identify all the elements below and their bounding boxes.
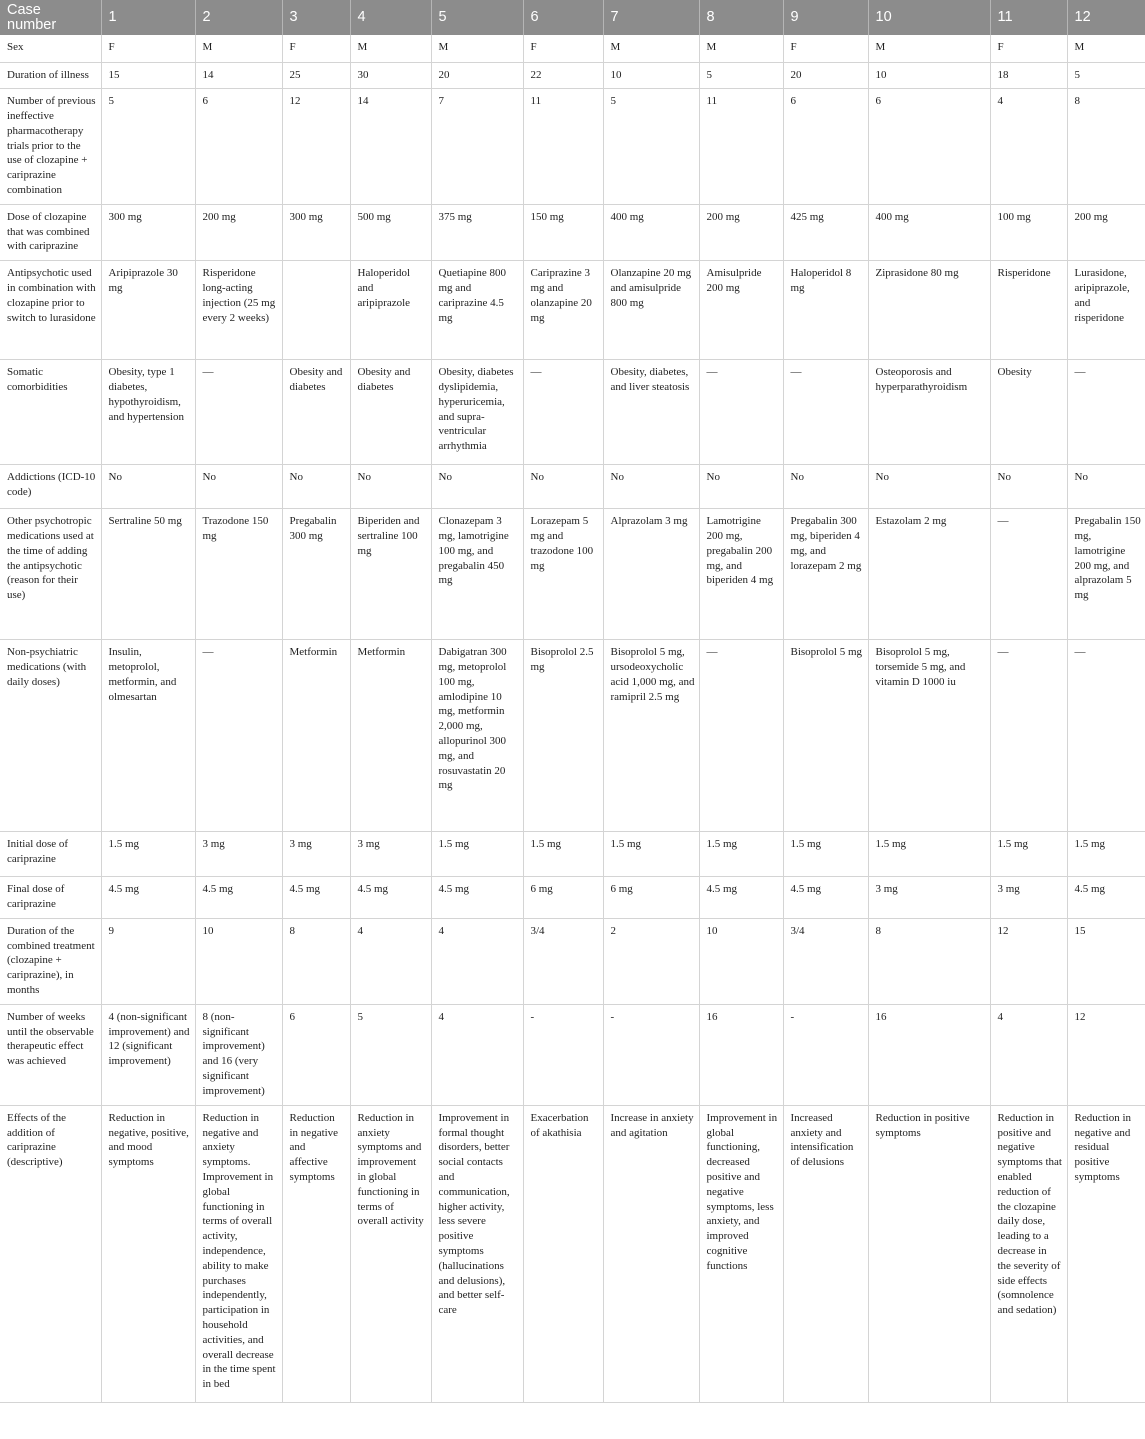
table-cell: Obesity and diabetes [282,360,350,465]
table-cell: 4 [990,1004,1067,1105]
table-cell: Increased anxiety and intensification of delusions [783,1105,868,1402]
table-cell: Clonazepam 3 mg, lamotrigine 100 mg, and pregabalin 450 mg [431,509,523,640]
table-cell: 4.5 mg [195,877,282,919]
row-label: Effects of the addition of cariprazine (descriptive) [0,1105,101,1402]
table-cell: 5 [603,89,699,205]
table-cell: 3/4 [783,918,868,1004]
table-cell: — [195,640,282,832]
table-cell: 1.5 mg [783,832,868,877]
table-row [0,465,1145,509]
table-cell: 16 [699,1004,783,1105]
table-cell: Estazolam 2 mg [868,509,990,640]
table-cell: 11 [699,89,783,205]
table-cell: 200 mg [1067,204,1145,260]
table-cell: 425 mg [783,204,868,260]
row-label: Initial dose of cariprazine [0,832,101,877]
table-cell: 8 (non-significant improvement) and 16 (very significant improvement) [195,1004,282,1105]
row-label: Non-psychiatric medications (with daily doses) [0,640,101,832]
header-case-3: 3 [282,0,350,35]
table-cell: 1.5 mg [431,832,523,877]
row-label: Other psychotropic medications used at the time of adding the antipsychotic (reason for their use) [0,509,101,640]
table-cell: No [523,465,603,509]
table-row [0,1105,1145,1402]
table-cell: Reduction in negative and anxiety symptoms. Improvement in global functioning in terms of overall activity, independence, ability to make purchases independently, participation in household activities, and overall decrease in the time spent in bed [195,1105,282,1402]
table-row [0,360,1145,465]
table-cell: 4.5 mg [350,877,431,919]
table-cell: 9 [101,918,195,1004]
table-cell: Insulin, metoprolol, metformin, and olmesartan [101,640,195,832]
table-cell: 6 mg [603,877,699,919]
table-cell: 4.5 mg [282,877,350,919]
header-case-1: 1 [101,0,195,35]
table-cell: 4 (non-significant improvement) and 12 (significant improvement) [101,1004,195,1105]
table-cell: Ziprasidone 80 mg [868,261,990,360]
table-cell: Lurasidone, aripiprazole, and risperidone [1067,261,1145,360]
table-cell: M [195,35,282,62]
header-case-number: Case number [0,0,101,35]
header-case-11: 11 [990,0,1067,35]
row-label: Number of previous ineffective pharmacotherapy trials prior to the use of clozapine + cariprazine combination [0,89,101,205]
table-header-row [0,0,1145,35]
table-cell: 20 [783,62,868,89]
row-label: Antipsychotic used in combination with clozapine prior to switch to lurasidone [0,261,101,360]
table-cell: F [783,35,868,62]
table-cell: No [603,465,699,509]
table-cell: 6 [868,89,990,205]
table-cell: — [1067,640,1145,832]
table-cell: Obesity, diabetes dyslipidemia, hyperuricemia, and supra-ventricular arrhythmia [431,360,523,465]
table-cell: 4.5 mg [101,877,195,919]
table-cell: 6 [783,89,868,205]
table-cell: 7 [431,89,523,205]
table-cell: - [603,1004,699,1105]
table-cell: Amisulpride 200 mg [699,261,783,360]
table-cell: 12 [1067,1004,1145,1105]
header-case-10: 10 [868,0,990,35]
table-cell: 4 [431,918,523,1004]
row-label: Addictions (ICD-10 code) [0,465,101,509]
table-cell: 6 [282,1004,350,1105]
row-label: Final dose of cariprazine [0,877,101,919]
table-cell: Dabigatran 300 mg, metoprolol 100 mg, amlodipine 10 mg, metformin 2,000 mg, allopurinol 300 mg, and rosuvastatin 20 mg [431,640,523,832]
header-case-2: 2 [195,0,282,35]
table-cell: Metformin [350,640,431,832]
table-cell: No [350,465,431,509]
table-cell: — [699,640,783,832]
table-cell: F [523,35,603,62]
table-cell: 400 mg [603,204,699,260]
table-cell [282,261,350,360]
table-cell: 1.5 mg [699,832,783,877]
table-cell: — [990,509,1067,640]
table-cell: 4.5 mg [431,877,523,919]
table-cell: Reduction in positive symptoms [868,1105,990,1402]
table-cell: - [783,1004,868,1105]
table-cell: 10 [603,62,699,89]
table-cell: — [699,360,783,465]
table-cell: — [990,640,1067,832]
table-cell: 12 [282,89,350,205]
table-cell: 16 [868,1004,990,1105]
table-cell: Pregabalin 150 mg, lamotrigine 200 mg, and alprazolam 5 mg [1067,509,1145,640]
table-cell: 18 [990,62,1067,89]
table-cell: 300 mg [101,204,195,260]
table-cell: 4 [990,89,1067,205]
table-cell: 200 mg [699,204,783,260]
table-row [0,89,1145,205]
table-cell: 5 [699,62,783,89]
table-body [0,35,1145,1402]
table-cell: 30 [350,62,431,89]
table-cell: 3 mg [350,832,431,877]
table-cell: 4 [350,918,431,1004]
table-cell: 4 [431,1004,523,1105]
table-cell: No [868,465,990,509]
row-label: Duration of illness [0,62,101,89]
table-cell: 3 mg [195,832,282,877]
table-cell: Exacerbation of akathisia [523,1105,603,1402]
table-row [0,204,1145,260]
table-row [0,509,1145,640]
row-label: Dose of clozapine that was combined with cariprazine [0,204,101,260]
table-cell: 8 [868,918,990,1004]
table-row [0,35,1145,62]
table-cell: 3/4 [523,918,603,1004]
table-cell: Bisoprolol 5 mg, ursodeoxycholic acid 1,000 mg, and ramipril 2.5 mg [603,640,699,832]
table-cell: 300 mg [282,204,350,260]
table-cell: No [699,465,783,509]
table-cell: 14 [350,89,431,205]
table-row [0,640,1145,832]
table-cell: 3 mg [990,877,1067,919]
table-cell: Reduction in anxiety symptoms and improvement in global functioning in terms of overall activity [350,1105,431,1402]
row-label: Sex [0,35,101,62]
header-case-5: 5 [431,0,523,35]
table-cell: 5 [350,1004,431,1105]
table-cell: F [282,35,350,62]
table-cell: 3 mg [282,832,350,877]
table-cell: Increase in anxiety and agitation [603,1105,699,1402]
table-cell: Alprazolam 3 mg [603,509,699,640]
table-cell: — [1067,360,1145,465]
table-cell: No [431,465,523,509]
table-cell: - [523,1004,603,1105]
table-cell: 20 [431,62,523,89]
table-cell: 375 mg [431,204,523,260]
table-cell: M [699,35,783,62]
table-cell: M [431,35,523,62]
table-cell: Reduction in negative, positive, and mood symptoms [101,1105,195,1402]
table-cell: Bisoprolol 5 mg, torsemide 5 mg, and vitamin D 1000 iu [868,640,990,832]
table-cell: 8 [1067,89,1145,205]
table-cell: M [1067,35,1145,62]
table-cell: Sertraline 50 mg [101,509,195,640]
table-cell: F [101,35,195,62]
row-label: Number of weeks until the observable therapeutic effect was achieved [0,1004,101,1105]
table-cell: 6 [195,89,282,205]
table-cell: 4.5 mg [699,877,783,919]
table-cell: Improvement in formal thought disorders, better social contacts and communication, higher activity, less severe positive symptoms (hallucinations and delusions), and better self-care [431,1105,523,1402]
table-cell: — [195,360,282,465]
table-cell: No [282,465,350,509]
table-row [0,261,1145,360]
header-case-6: 6 [523,0,603,35]
header-case-12: 12 [1067,0,1145,35]
table-cell: Pregabalin 300 mg [282,509,350,640]
table-cell: Obesity [990,360,1067,465]
table-cell: 11 [523,89,603,205]
table-cell: Improvement in global functioning, decreased positive and negative symptoms, less anxiety, and improved cognitive functions [699,1105,783,1402]
table-cell: Risperidone [990,261,1067,360]
table-cell: Quetiapine 800 mg and cariprazine 4.5 mg [431,261,523,360]
table-cell: Obesity, diabetes, and liver steatosis [603,360,699,465]
table-row [0,877,1145,919]
table-cell: Metformin [282,640,350,832]
table-cell: 10 [195,918,282,1004]
table-cell: 1.5 mg [990,832,1067,877]
table-row [0,832,1145,877]
table-cell: Haloperidol and aripiprazole [350,261,431,360]
table-cell: 3 mg [868,877,990,919]
header-case-8: 8 [699,0,783,35]
table-cell: Trazodone 150 mg [195,509,282,640]
table-cell: — [783,360,868,465]
table-cell: 1.5 mg [868,832,990,877]
table-cell: 22 [523,62,603,89]
table-cell: 14 [195,62,282,89]
table-cell: 25 [282,62,350,89]
table-cell: Aripiprazole 30 mg [101,261,195,360]
table-cell: Cariprazine 3 mg and olanzapine 20 mg [523,261,603,360]
table-cell: 1.5 mg [603,832,699,877]
table-cell: Obesity and diabetes [350,360,431,465]
table-cell: 2 [603,918,699,1004]
table-cell: Biperiden and sertraline 100 mg [350,509,431,640]
table-cell: Osteoporosis and hyperparathyroidism [868,360,990,465]
table-row [0,62,1145,89]
table-cell: 10 [868,62,990,89]
table-cell: Haloperidol 8 mg [783,261,868,360]
table-cell: Olanzapine 20 mg and amisulpride 800 mg [603,261,699,360]
table-row [0,918,1145,1004]
table-cell: No [990,465,1067,509]
table-cell: F [990,35,1067,62]
table-cell: 6 mg [523,877,603,919]
table-cell: 5 [101,89,195,205]
table-cell: 100 mg [990,204,1067,260]
header-case-9: 9 [783,0,868,35]
table-cell: — [523,360,603,465]
table-cell: 8 [282,918,350,1004]
table-cell: M [603,35,699,62]
table-cell: 1.5 mg [1067,832,1145,877]
table-cell: 5 [1067,62,1145,89]
table-cell: 4.5 mg [1067,877,1145,919]
table-cell: 10 [699,918,783,1004]
table-cell: Lamotrigine 200 mg, pregabalin 200 mg, and biperiden 4 mg [699,509,783,640]
table-cell: 1.5 mg [101,832,195,877]
header-case-7: 7 [603,0,699,35]
table-cell: 15 [101,62,195,89]
row-label: Duration of the combined treatment (clozapine + cariprazine), in months [0,918,101,1004]
table-cell: 500 mg [350,204,431,260]
table-cell: Pregabalin 300 mg, biperiden 4 mg, and lorazepam 2 mg [783,509,868,640]
table-cell: Bisoprolol 5 mg [783,640,868,832]
header-case-4: 4 [350,0,431,35]
table-cell: Lorazepam 5 mg and trazodone 100 mg [523,509,603,640]
row-label: Somatic comorbidities [0,360,101,465]
table-cell: Bisoprolol 2.5 mg [523,640,603,832]
table-cell: M [350,35,431,62]
table-cell: No [101,465,195,509]
table-cell: 150 mg [523,204,603,260]
table-cell: No [195,465,282,509]
table-cell: 12 [990,918,1067,1004]
table-cell: Reduction in negative and residual positive symptoms [1067,1105,1145,1402]
table-cell: Reduction in negative and affective symptoms [282,1105,350,1402]
table-cell: Risperidone long-acting injection (25 mg every 2 weeks) [195,261,282,360]
table-cell: 1.5 mg [523,832,603,877]
table-cell: M [868,35,990,62]
table-cell: 200 mg [195,204,282,260]
table-row [0,1004,1145,1105]
table-cell: 15 [1067,918,1145,1004]
table-cell: No [783,465,868,509]
table-cell: No [1067,465,1145,509]
table-cell: Reduction in positive and negative symptoms that enabled reduction of the clozapine daily dose, leading to a decrease in the severity of side effects (somnolence and sedation) [990,1105,1067,1402]
table-cell: 400 mg [868,204,990,260]
table-cell: Obesity, type 1 diabetes, hypothyroidism, and hypertension [101,360,195,465]
table-cell: 4.5 mg [783,877,868,919]
